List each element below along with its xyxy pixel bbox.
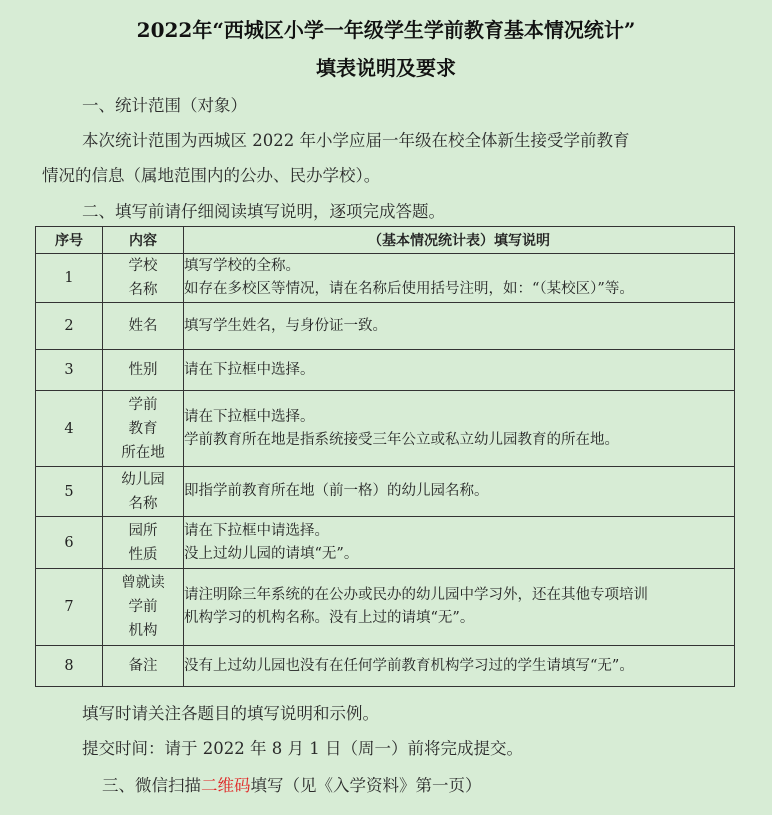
item-line: 性别: [128, 362, 158, 378]
item-line: 姓名: [128, 318, 158, 334]
row-description: [184, 350, 735, 391]
section3-heading: [102, 772, 482, 796]
row-description: [184, 569, 735, 646]
section2-heading: 二、填写前请仔细阅读填写说明，逐项完成答题。: [82, 202, 445, 221]
desc-line: 没有上过幼儿园也没有在任何学前教育机构学习过的学生请填写“无”。: [184, 657, 634, 674]
table-row: [36, 517, 735, 569]
section1-heading: 一、统计范围（对象）: [82, 96, 247, 115]
desc-line: 请注明除三年系统的在公办或民办的幼儿园中学习外，还在其他专项培训: [184, 587, 648, 603]
section3-prefix: 三、微信扫描: [102, 776, 201, 795]
row-item: [103, 569, 184, 646]
row-description: [184, 646, 735, 687]
table-row: [36, 391, 735, 467]
item-line: 备注: [128, 658, 158, 674]
row-item: [103, 646, 184, 687]
row-item: [103, 254, 184, 303]
header-description: （基本情况统计表）填写说明: [184, 227, 735, 254]
table-row: [36, 467, 735, 517]
row-item: [103, 350, 184, 391]
item-line: 教育: [128, 420, 158, 437]
row-item: [103, 467, 184, 517]
desc-line: 即指学前教育所在地（前一格）的幼儿园名称。: [184, 483, 489, 499]
submit-time-note: 提交时间：请于 2022 年 8 月 1 日（周一）前将完成提交。: [82, 739, 523, 758]
item-line: 学校: [128, 258, 158, 274]
table-row: [36, 646, 735, 687]
row-description: [184, 254, 735, 303]
desc-line: 请在下拉框中选择。: [184, 408, 315, 425]
section1-paragraph-line2: 情况的信息（属地范围内的公办、民办学校）。: [42, 166, 381, 185]
row-number: 5: [36, 467, 103, 517]
header-item: 内容: [103, 227, 184, 254]
row-description: [184, 391, 735, 467]
item-line: 学前: [128, 396, 158, 413]
table-row: [36, 254, 735, 303]
table-row: [36, 350, 735, 391]
desc-line: 学前教育所在地是指系统接受三年公立或私立幼儿园教育的所在地。: [184, 431, 619, 448]
row-item: [103, 391, 184, 467]
item-line: 幼儿园: [121, 471, 165, 488]
row-number: 3: [36, 350, 103, 391]
document-subtitle: 填表说明及要求: [316, 56, 456, 80]
row-number: 6: [36, 517, 103, 569]
row-number: 4: [36, 391, 103, 467]
desc-line: 请在下拉框中请选择。: [184, 522, 329, 539]
desc-line: 没上过幼儿园的请填“无”。: [184, 545, 359, 562]
section1-paragraph-line1: 本次统计范围为西城区 2022 年小学应届一年级在校全体新生接受学前教育: [82, 131, 630, 150]
row-description: [184, 517, 735, 569]
item-line: 名称: [128, 282, 158, 298]
fill-note: 填写时请关注各题目的填写说明和示例。: [82, 704, 379, 723]
header-number: 序号: [36, 227, 103, 254]
desc-line: 如存在多校区等情况，请在名称后使用括号注明，如：“（某校区）”等。: [184, 281, 634, 297]
row-number: 7: [36, 569, 103, 646]
desc-line: 请在下拉框中选择。: [184, 361, 315, 378]
item-line: 所在地: [121, 444, 165, 461]
row-description: [184, 467, 735, 517]
item-line: 学前: [128, 599, 158, 615]
row-description: [184, 303, 735, 350]
table-row: [36, 303, 735, 350]
row-number: 2: [36, 303, 103, 350]
row-number: 8: [36, 646, 103, 687]
desc-line: 填写学生姓名，与身份证一致。: [184, 317, 387, 334]
table-row: [36, 569, 735, 646]
qr-code-highlight: 二维码: [201, 776, 251, 795]
row-item: [103, 517, 184, 569]
item-line: 名称: [128, 495, 158, 512]
document-title: 2022年“西城区小学一年级学生学前教育基本情况统计”: [136, 18, 636, 42]
row-number: 1: [36, 254, 103, 303]
item-line: 曾就读: [121, 575, 165, 591]
item-line: 机构: [128, 623, 158, 639]
section3-suffix: 填写（见《入学资料》第一页）: [250, 776, 482, 795]
desc-line: 填写学校的全称。: [184, 258, 300, 274]
instruction-table: [35, 226, 735, 687]
desc-line: 机构学习的机构名称。没有上过的请填“无”。: [184, 610, 475, 626]
item-line: 性质: [128, 546, 158, 563]
row-item: [103, 303, 184, 350]
table-header-row: [36, 227, 735, 254]
item-line: 园所: [128, 522, 158, 539]
